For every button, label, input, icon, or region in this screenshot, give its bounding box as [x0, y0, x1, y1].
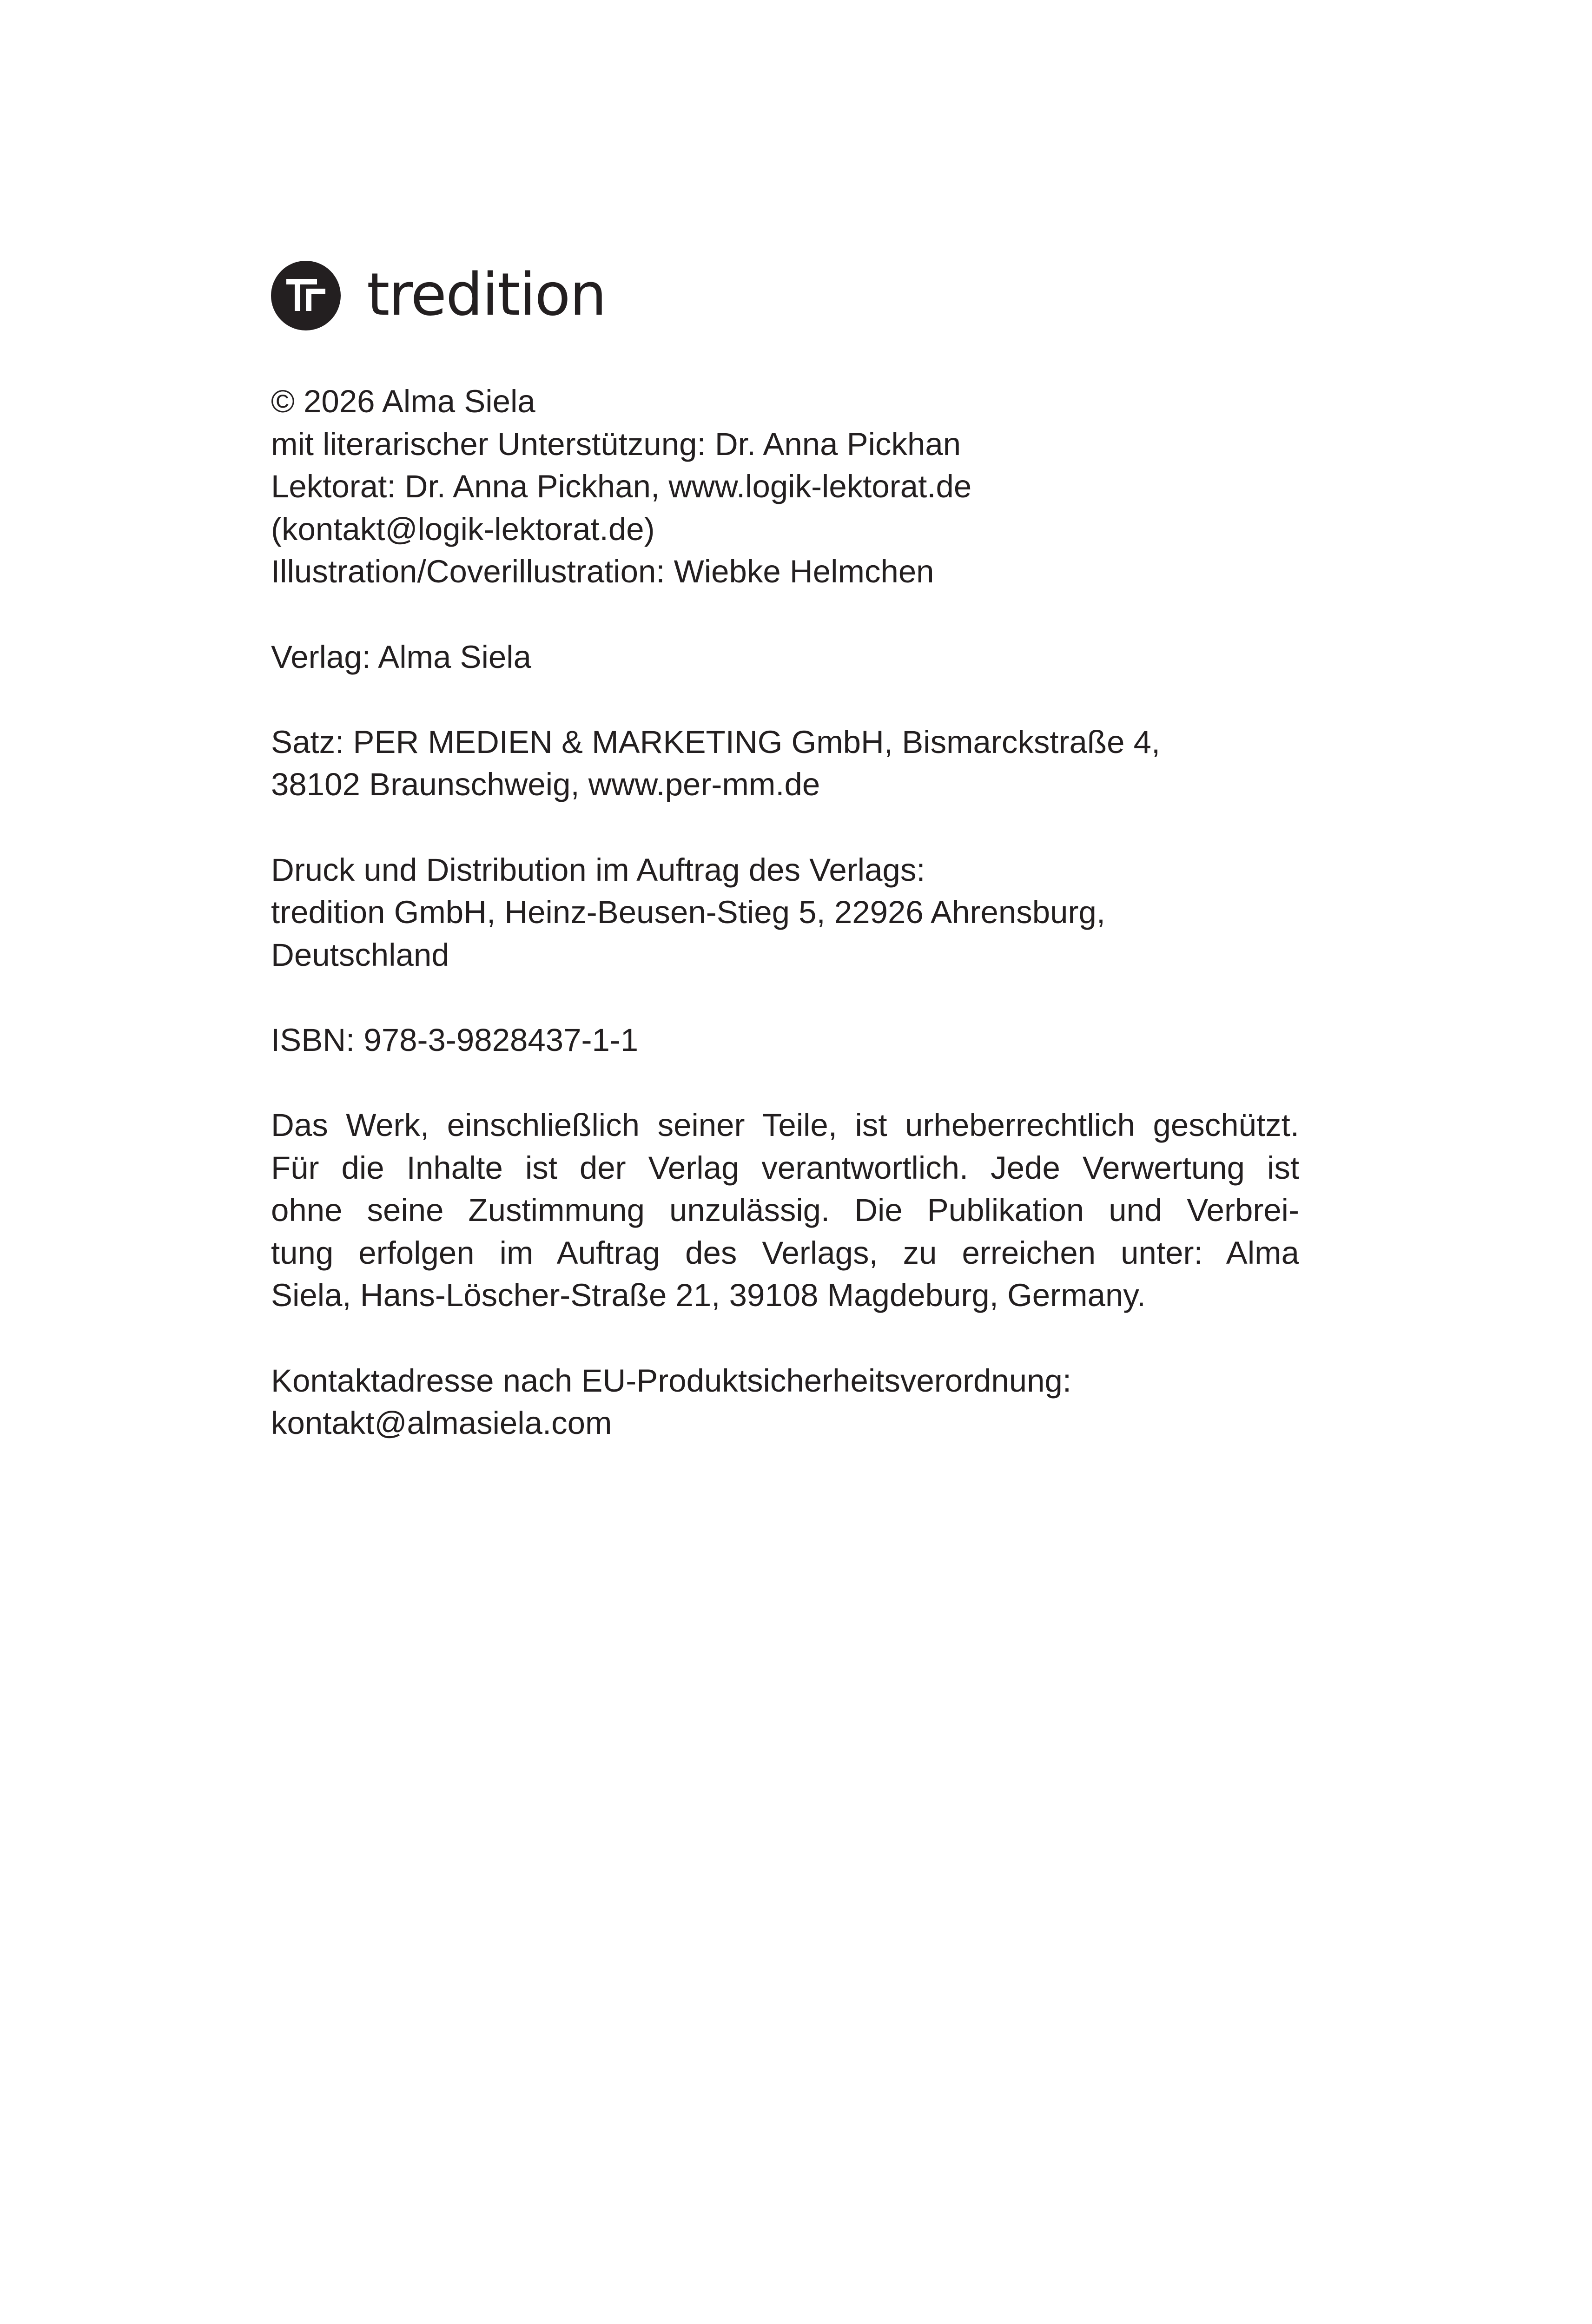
printing-line-3: Deutschland	[271, 937, 449, 973]
publisher-logo	[271, 258, 606, 333]
typesetting-line-1: Satz: PER MEDIEN & MARKETING GmbH, Bismarckstraße 4,	[271, 724, 1161, 760]
publisher-line: Verlag: Alma Siela	[271, 639, 531, 675]
logo-wordmark: tredition	[367, 260, 606, 329]
typesetting-block	[271, 721, 1299, 806]
contact-email: kontakt@almasiela.com	[271, 1405, 612, 1441]
legal-notice-block	[271, 1104, 1299, 1317]
publisher-block	[271, 636, 1299, 679]
legal-line-3: ohne seine Zustimmung unzulässig. Die Publikation und Verbrei-	[271, 1192, 1299, 1228]
isbn-line: ISBN: 978-3-9828437-1-1	[271, 1022, 639, 1058]
legal-line-5: Siela, Hans-Löscher-Straße 21, 39108 Magdeburg, Germany.	[271, 1277, 1146, 1314]
literary-support-line: mit literarischer Unterstützung: Dr. Anna Pickhan	[271, 426, 961, 462]
editing-line: Lektorat: Dr. Anna Pickhan, www.logik-lektorat.de	[271, 469, 972, 505]
legal-line-1: Das Werk, einschließlich seiner Teile, ist urheberrechtlich geschützt.	[271, 1107, 1299, 1143]
credits-block	[271, 380, 1299, 593]
imprint-text	[271, 380, 1299, 1445]
editing-contact-line: (kontakt@logik-lektorat.de)	[271, 511, 655, 547]
typesetting-line-2: 38102 Braunschweig, www.per-mm.de	[271, 766, 820, 803]
copyright-line: © 2026 Alma Siela	[271, 383, 535, 419]
printing-line-1: Druck und Distribution im Auftrag des Verlags:	[271, 852, 925, 888]
legal-line-4: tung erfolgen im Auftrag des Verlags, zu erreichen unter: Alma	[271, 1235, 1299, 1271]
contact-block	[271, 1360, 1299, 1445]
printing-block	[271, 849, 1299, 977]
illustration-line: Illustration/Coverillustration: Wiebke Helmchen	[271, 554, 934, 590]
tredition-logo-icon	[271, 261, 341, 330]
contact-label-line: Kontaktadresse nach EU-Produktsicherheitsverordnung:	[271, 1362, 1072, 1399]
printing-line-2: tredition GmbH, Heinz-Beusen-Stieg 5, 22926 Ahrensburg,	[271, 894, 1106, 931]
isbn-block	[271, 1019, 1299, 1062]
legal-line-2: Für die Inhalte ist der Verlag verantwortlich. Jede Verwertung ist	[271, 1149, 1299, 1186]
